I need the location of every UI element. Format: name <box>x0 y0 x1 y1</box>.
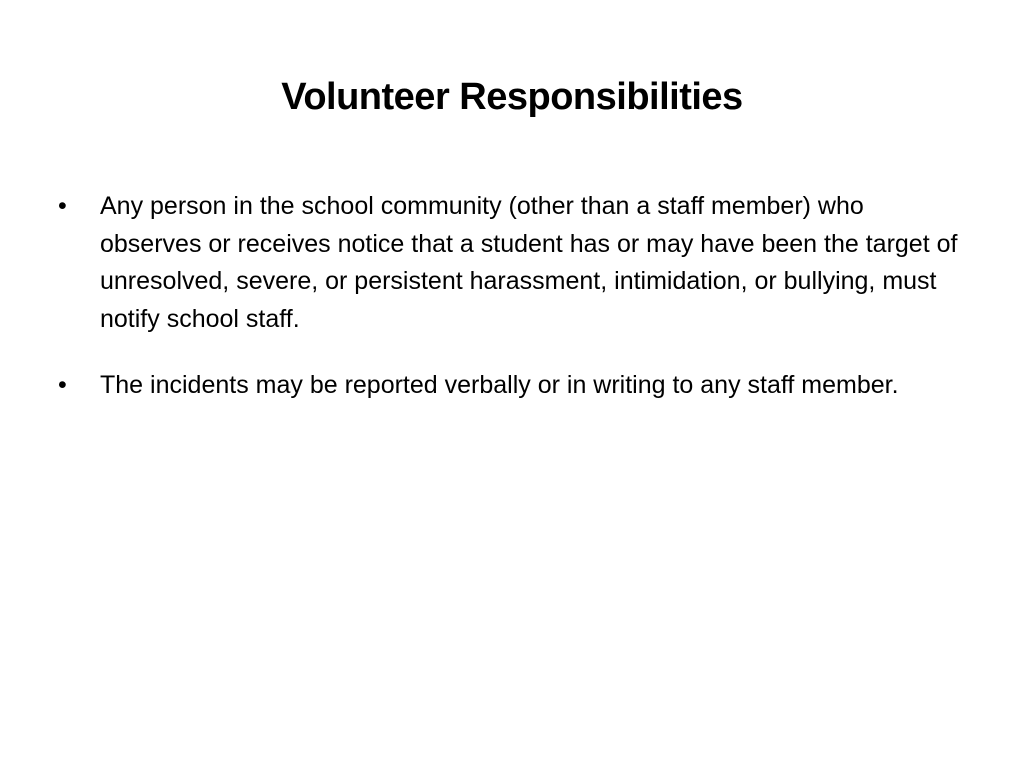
bullet-list <box>58 188 958 434</box>
slide-title: Volunteer Responsibilities <box>281 76 743 118</box>
bullet-icon: • <box>58 371 67 399</box>
bullet-text: The incidents may be reported verbally or in writing to any staff member. <box>100 371 899 399</box>
bullet-text: Any person in the school community (other than a staff member) who observes or receives notice that a student has or may have been the target of unresolved, severe, or persistent harassment, intimidation, or bullying, must notify school staff. <box>100 192 958 333</box>
bullet-item <box>58 188 958 338</box>
bullet-icon: • <box>58 192 67 220</box>
bullet-item <box>58 367 958 405</box>
